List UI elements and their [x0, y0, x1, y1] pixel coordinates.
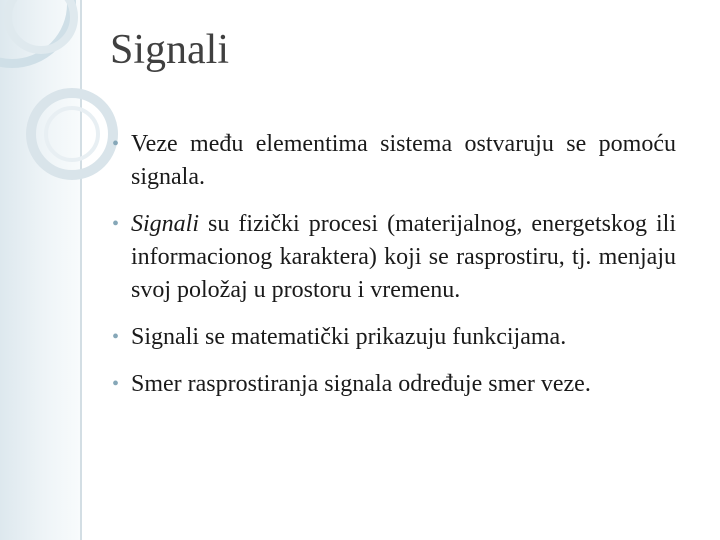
- bullet-icon: •: [112, 133, 120, 155]
- bullet-text: Veze među elementima sistema ostvaruju se pomoću signala.: [131, 131, 676, 190]
- bullet-item: [108, 208, 676, 307]
- sidebar-divider: [80, 0, 82, 540]
- bullet-icon: •: [112, 373, 120, 395]
- bullet-text: Smer rasprostiranja signala određuje smer veze.: [131, 371, 591, 397]
- slide-title: Signali: [110, 27, 230, 73]
- bullet-italic-term: Signali: [131, 211, 200, 237]
- decorative-sidebar-band: [0, 0, 80, 540]
- bullet-icon: •: [112, 326, 120, 348]
- bullet-list: [108, 128, 676, 415]
- bullet-text: su fizički procesi (materijalnog, energetskog ili informacionog karaktera) koji se rasprostiru, tj. menjaju svoj položaj u prostoru i vremenu.: [131, 211, 676, 303]
- bullet-item: [108, 128, 676, 194]
- decorative-ring-icon: [44, 106, 100, 162]
- bullet-item: [108, 368, 676, 401]
- bullet-text: Signali se matematički prikazuju funkcijama.: [131, 324, 567, 350]
- bullet-item: [108, 321, 676, 354]
- bullet-icon: •: [112, 213, 120, 235]
